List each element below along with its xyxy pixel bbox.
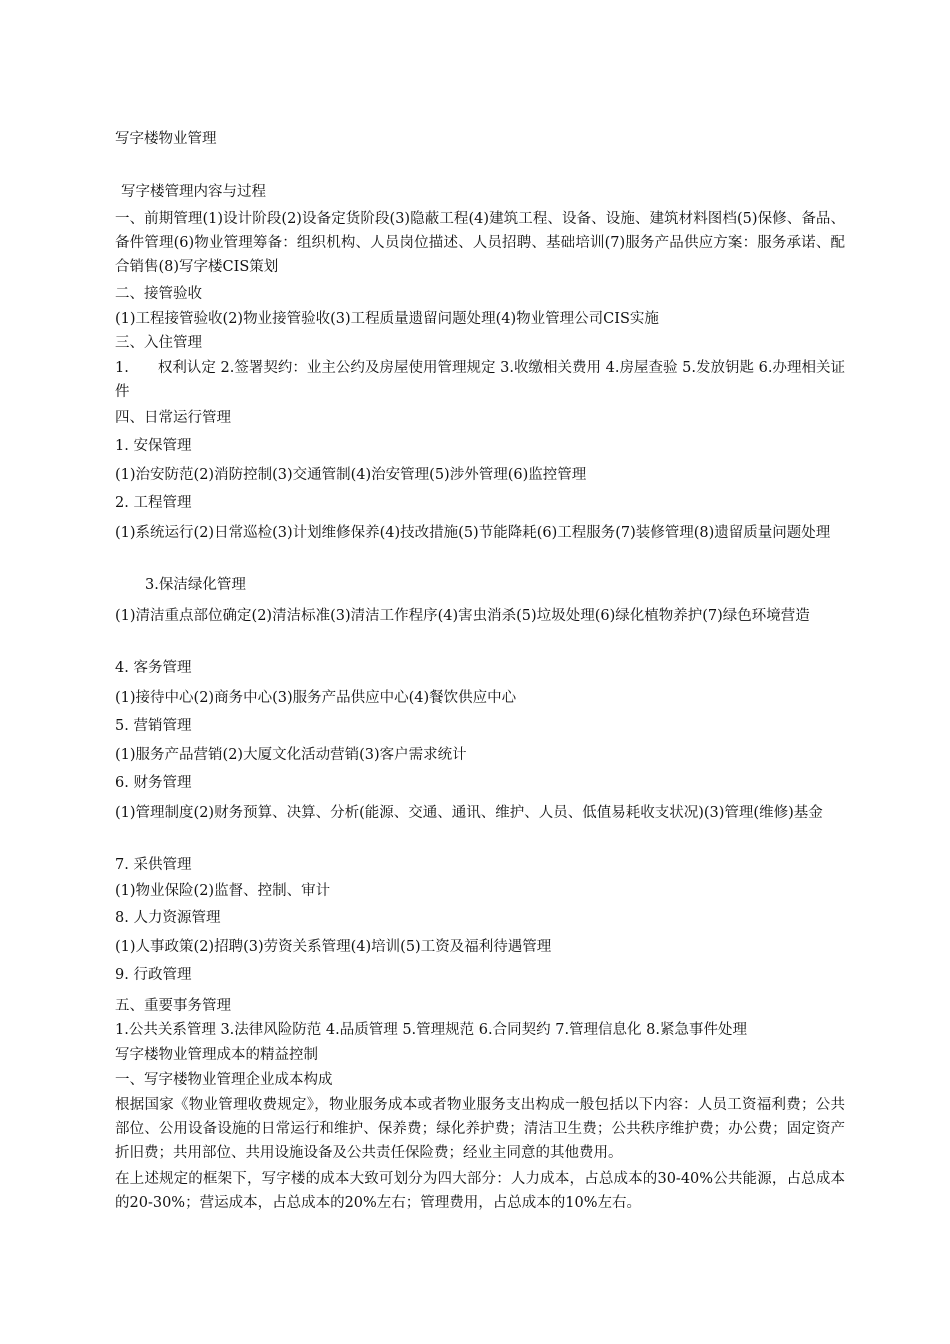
section-4-heading: 四、日常运行管理 bbox=[115, 410, 231, 426]
subsection-4-1-heading: 1. 安保管理 bbox=[115, 438, 192, 454]
part-2-paragraph-1: 根据国家《物业管理收费规定》，物业服务成本或者物业服务支出构成一般包括以下内容：人员工资福利费；公共部位、公用设备设施的日常运行和维护、保养费；绿化养护费；清洁卫生费；公共秩序维护费；办公费；固定资产折旧费；共用部位、共用设施设备及公共责任保险费；经业主同意的其他费用。 bbox=[115, 1097, 845, 1161]
subsection-4-5-heading: 5. 营销管理 bbox=[115, 718, 192, 734]
section-subtitle: 写字楼管理内容与过程 bbox=[121, 184, 266, 200]
subsection-4-3-text: (1)清洁重点部位确定(2)清洁标准(3)清洁工作程序(4)害虫消杀(5)垃圾处理(6)绿化植物养护(7)绿色环境营造 bbox=[115, 608, 810, 624]
subsection-4-4-text: (1)接待中心(2)商务中心(3)服务产品供应中心(4)餐饮供应中心 bbox=[115, 690, 517, 706]
part-2-section-1-heading: 一、写字楼物业管理企业成本构成 bbox=[115, 1072, 333, 1088]
subsection-4-3-heading: 3.保洁绿化管理 bbox=[145, 577, 246, 593]
section-3-heading: 三、入住管理 bbox=[115, 335, 202, 351]
section-2-heading: 二、接管验收 bbox=[115, 286, 202, 302]
part-2-paragraph-2: 在上述规定的框架下，写字楼的成本大致可划分为四大部分：人力成本，占总成本的30-40%公共能源，占总成本的20-30%；营运成本，占总成本的20%左右；管理费用，占总成本的10%左右。 bbox=[115, 1171, 845, 1211]
subsection-4-9-heading: 9. 行政管理 bbox=[115, 967, 192, 983]
section-1-text: 一、前期管理(1)设计阶段(2)设备定货阶段(3)隐蔽工程(4)建筑工程、设备、设施、建筑材料图档(5)保修、备品、备件管理(6)物业管理筹备：组织机构、人员岗位描述、人员招聘、基础培训(7)服务产品供应方案：服务承诺、配合销售(8)写字楼CIS策划 bbox=[115, 211, 845, 275]
subsection-4-2-heading: 2. 工程管理 bbox=[115, 495, 192, 511]
document-title: 写字楼物业管理 bbox=[115, 131, 217, 147]
subsection-4-6-text: (1)管理制度(2)财务预算、决算、分析(能源、交通、通讯、维护、人员、低值易耗收支状况)(3)管理(维修)基金 bbox=[115, 805, 823, 821]
subsection-4-5-text: (1)服务产品营销(2)大厦文化活动营销(3)客户需求统计 bbox=[115, 747, 467, 763]
subsection-4-7-text: (1)物业保险(2)监督、控制、审计 bbox=[115, 883, 331, 899]
section-3-text: 1. 权利认定 2.签署契约：业主公约及房屋使用管理规定 3.收缴相关费用 4.房屋查验 5.发放钥匙 6.办理相关证件 bbox=[115, 360, 845, 400]
section-2-text: (1)工程接管验收(2)物业接管验收(3)工程质量遗留问题处理(4)物业管理公司CIS实施 bbox=[115, 311, 659, 327]
section-5-text: 1.公共关系管理 3.法律风险防范 4.品质管理 5.管理规范 6.合同契约 7.管理信息化 8.紧急事件处理 bbox=[115, 1022, 747, 1038]
subsection-4-8-text: (1)人事政策(2)招聘(3)劳资关系管理(4)培训(5)工资及福利待遇管理 bbox=[115, 939, 552, 955]
subsection-4-8-heading: 8. 人力资源管理 bbox=[115, 910, 221, 926]
subsection-4-2-text: (1)系统运行(2)日常巡检(3)计划维修保养(4)技改措施(5)节能降耗(6)工程服务(7)装修管理(8)遗留质量问题处理 bbox=[115, 525, 831, 541]
subsection-4-6-heading: 6. 财务管理 bbox=[115, 775, 192, 791]
part-2-title: 写字楼物业管理成本的精益控制 bbox=[115, 1047, 318, 1063]
subsection-4-7-heading: 7. 采供管理 bbox=[115, 857, 192, 873]
subsection-4-1-text: (1)治安防范(2)消防控制(3)交通管制(4)治安管理(5)涉外管理(6)监控管理 bbox=[115, 467, 587, 483]
section-5-heading: 五、重要事务管理 bbox=[115, 998, 231, 1014]
subsection-4-4-heading: 4. 客务管理 bbox=[115, 660, 192, 676]
